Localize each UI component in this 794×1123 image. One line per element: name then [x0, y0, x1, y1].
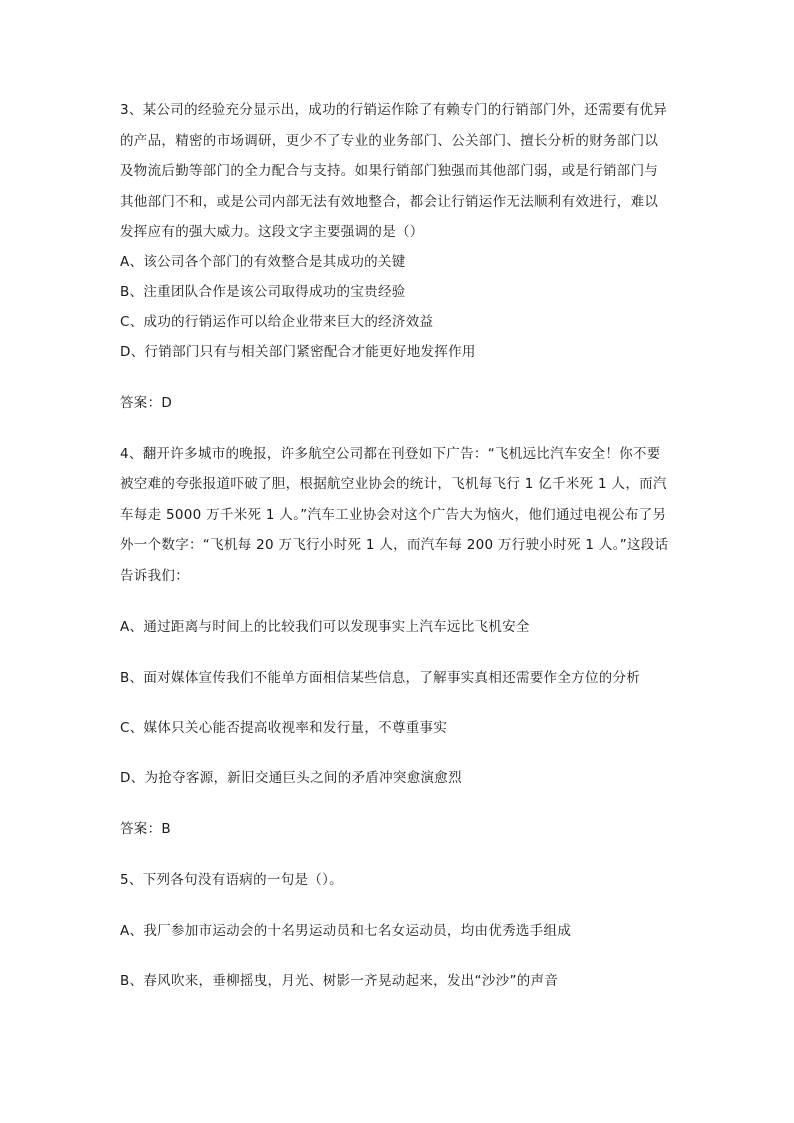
q4-stem-line-1: 4、翻开许多城市的晚报，许多航空公司都在刊登如下广告：“飞机远比汽车安全！你不要 [120, 446, 661, 462]
q3-stem-line-1: 3、某公司的经验充分显示出，成功的行销运作除了有赖专门的行销部门外，还需要有优异 [120, 102, 668, 118]
q3-stem-line-2: 的产品，精密的市场调研，更少不了专业的业务部门、公关部门、擅长分析的财务部门以 [120, 133, 659, 149]
q3-option-c: C、成功的行销运作可以给企业带来巨大的经济效益 [120, 314, 434, 330]
q4-option-d: D、为抢夺客源，新旧交通巨头之间的矛盾冲突愈演愈烈 [120, 770, 462, 786]
q3-option-b: B、注重团队合作是该公司取得成功的宝贵经验 [120, 284, 406, 300]
q4-stem-line-2: 被空难的夸张报道吓破了胆，根据航空业协会的统计，飞机每飞行 1 亿千米死 1 人，而汽 [120, 476, 667, 492]
q4-stem-line-5: 告诉我们： [120, 568, 189, 584]
q3-stem-line-4: 其他部门不和，或是公司内部无法有效地整合，都会让行销运作无法顺利有效进行，难以 [120, 194, 659, 210]
q3-answer: 答案：D [120, 395, 173, 411]
q3-option-d: D、行销部门只有与相关部门紧密配合才能更好地发挥作用 [120, 344, 476, 360]
q4-option-b: B、面对媒体宣传我们不能单方面相信某些信息，了解事实真相还需要作全方位的分析 [120, 670, 641, 686]
q5-option-a: A、我厂参加市运动会的十名男运动员和七名女运动员，均由优秀选手组成 [120, 923, 572, 939]
q3-option-a: A、该公司各个部门的有效整合是其成功的关键 [120, 254, 406, 270]
q4-option-a: A、通过距离与时间上的比较我们可以发现事实上汽车远比飞机安全 [120, 619, 530, 635]
q5-option-b: B、春风吹来，垂柳摇曳，月光、树影一齐晃动起来，发出“沙沙”的声音 [120, 973, 559, 989]
q3-stem-line-3: 及物流后勤等部门的全力配合与支持。如果行销部门独强而其他部门弱，或是行销部门与 [120, 163, 659, 179]
q4-stem-line-3: 车每走 5000 万千米死 1 人。”汽车工业协会对这个广告大为恼火，他们通过电视公布了另 [120, 507, 667, 523]
q3-stem-line-5: 发挥应有的强大威力。这段文字主要强调的是（） [120, 224, 424, 240]
q4-answer: 答案：B [120, 821, 171, 837]
q5-stem-line-1: 5、下列各句没有语病的一句是（）。 [120, 872, 343, 888]
q4-option-c: C、媒体只关心能否提高收视率和发行量，不尊重事实 [120, 720, 448, 736]
q4-stem-line-4: 外一个数字：“飞机每 20 万飞行小时死 1 人，而汽车每 200 万行驶小时死 1 人。”这段话 [120, 537, 669, 553]
